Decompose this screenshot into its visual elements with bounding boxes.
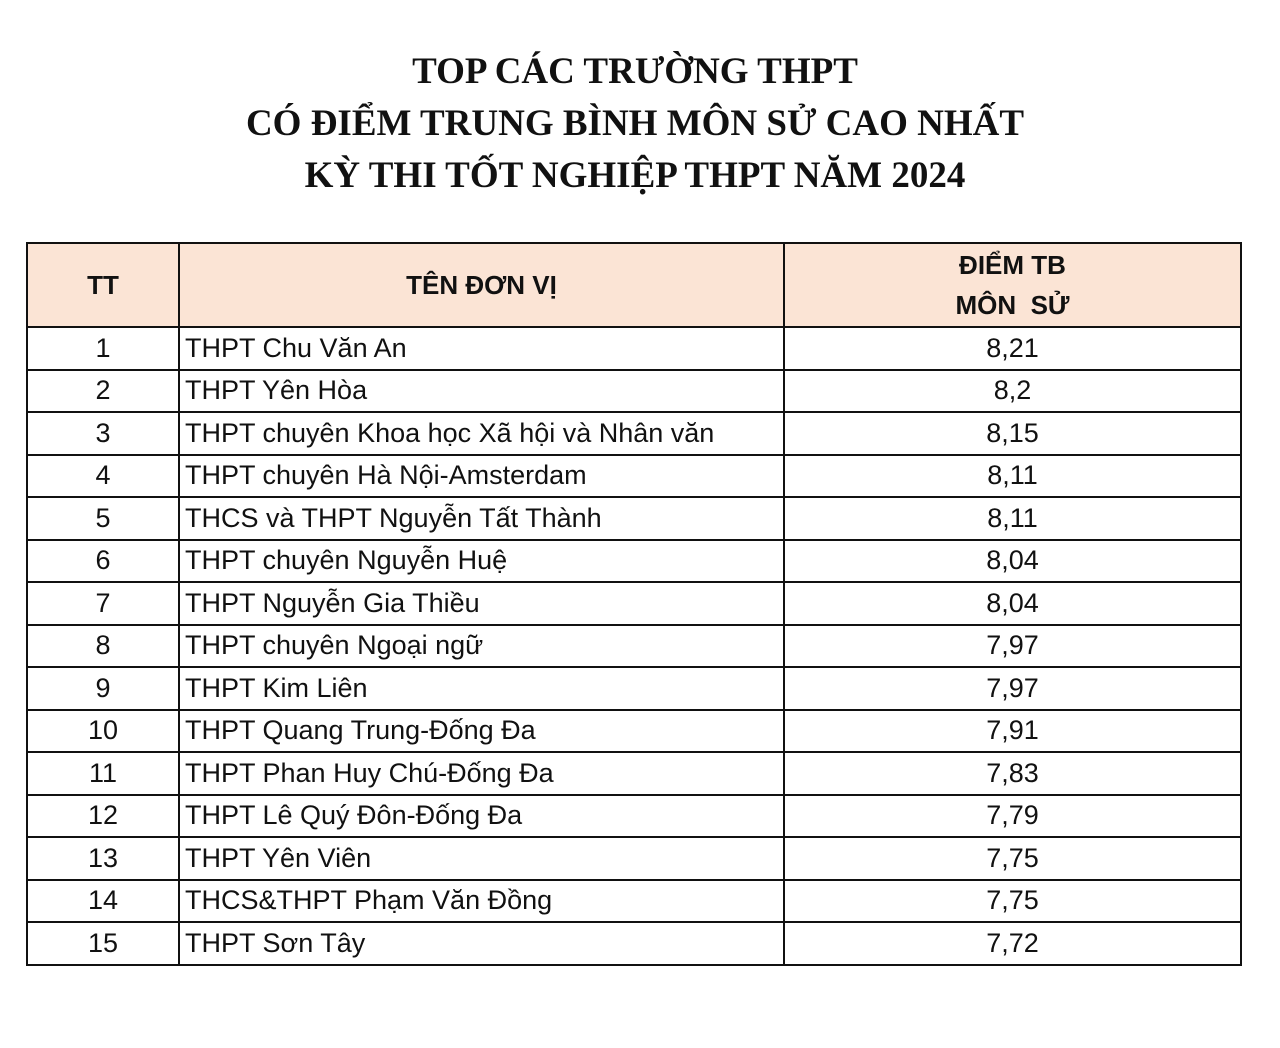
school-name-cell: THPT Kim Liên [179, 667, 784, 710]
title-line-2: CÓ ĐIỂM TRUNG BÌNH MÔN SỬ CAO NHẤT [245, 103, 1025, 144]
table-row [27, 370, 1241, 413]
score-cell: 7,83 [784, 752, 1241, 795]
header-name: TÊN ĐƠN VỊ [179, 243, 784, 327]
rank-cell: 4 [27, 455, 179, 498]
table-row [27, 540, 1241, 583]
score-cell: 8,11 [784, 455, 1241, 498]
score-cell: 7,91 [784, 710, 1241, 753]
rank-cell: 12 [27, 795, 179, 838]
score-cell: 7,97 [784, 667, 1241, 710]
rank-cell: 15 [27, 922, 179, 965]
score-cell: 7,72 [784, 922, 1241, 965]
table-row [27, 412, 1241, 455]
table-row [27, 327, 1241, 370]
header-tt: TT [27, 243, 179, 327]
school-name-cell: THCS&THPT Phạm Văn Đồng [179, 880, 784, 923]
school-name-cell: THPT Chu Văn An [179, 327, 784, 370]
school-name-cell: THPT Lê Quý Đôn-Đống Đa [179, 795, 784, 838]
rank-cell: 13 [27, 837, 179, 880]
school-name-cell: THPT Phan Huy Chú-Đống Đa [179, 752, 784, 795]
table-row [27, 922, 1241, 965]
rank-cell: 9 [27, 667, 179, 710]
rank-cell: 10 [27, 710, 179, 753]
header-score-line1: ĐIỂM TB [959, 250, 1066, 280]
score-cell: 8,04 [784, 582, 1241, 625]
school-name-cell: THPT chuyên Nguyễn Huệ [179, 540, 784, 583]
school-name-cell: THCS và THPT Nguyễn Tất Thành [179, 497, 784, 540]
rank-cell: 5 [27, 497, 179, 540]
ranking-table [26, 242, 1242, 966]
score-cell: 8,21 [784, 327, 1241, 370]
school-name-cell: THPT Yên Viên [179, 837, 784, 880]
table-row [27, 880, 1241, 923]
title-line-1: TOP CÁC TRƯỜNG THPT [412, 51, 858, 92]
rank-cell: 2 [27, 370, 179, 413]
rank-cell: 3 [27, 412, 179, 455]
rank-cell: 11 [27, 752, 179, 795]
school-name-cell: THPT Sơn Tây [179, 922, 784, 965]
school-name-cell: THPT Yên Hòa [179, 370, 784, 413]
header-score-line2: MÔN SỬ [955, 290, 1070, 320]
score-cell: 7,79 [784, 795, 1241, 838]
page-title [0, 46, 1270, 202]
rank-cell: 6 [27, 540, 179, 583]
score-cell: 8,04 [784, 540, 1241, 583]
rank-cell: 14 [27, 880, 179, 923]
table-row [27, 497, 1241, 540]
table-row [27, 752, 1241, 795]
school-name-cell: THPT Nguyễn Gia Thiều [179, 582, 784, 625]
rank-cell: 7 [27, 582, 179, 625]
table-row [27, 795, 1241, 838]
score-cell: 7,75 [784, 837, 1241, 880]
rank-cell: 1 [27, 327, 179, 370]
score-cell: 8,11 [784, 497, 1241, 540]
score-cell: 7,75 [784, 880, 1241, 923]
table-row [27, 837, 1241, 880]
table-row [27, 625, 1241, 668]
school-name-cell: THPT chuyên Hà Nội-Amsterdam [179, 455, 784, 498]
table-row [27, 667, 1241, 710]
rank-cell: 8 [27, 625, 179, 668]
school-name-cell: THPT Quang Trung-Đống Đa [179, 710, 784, 753]
school-name-cell: THPT chuyên Khoa học Xã hội và Nhân văn [179, 412, 784, 455]
score-cell: 7,97 [784, 625, 1241, 668]
title-line-3: KỲ THI TỐT NGHIỆP THPT NĂM 2024 [304, 155, 966, 196]
school-name-cell: THPT chuyên Ngoại ngữ [179, 625, 784, 668]
table-row [27, 710, 1241, 753]
table-row [27, 582, 1241, 625]
score-cell: 8,2 [784, 370, 1241, 413]
table-row [27, 455, 1241, 498]
score-cell: 8,15 [784, 412, 1241, 455]
table-header-row [27, 243, 1241, 327]
header-score [784, 243, 1241, 327]
